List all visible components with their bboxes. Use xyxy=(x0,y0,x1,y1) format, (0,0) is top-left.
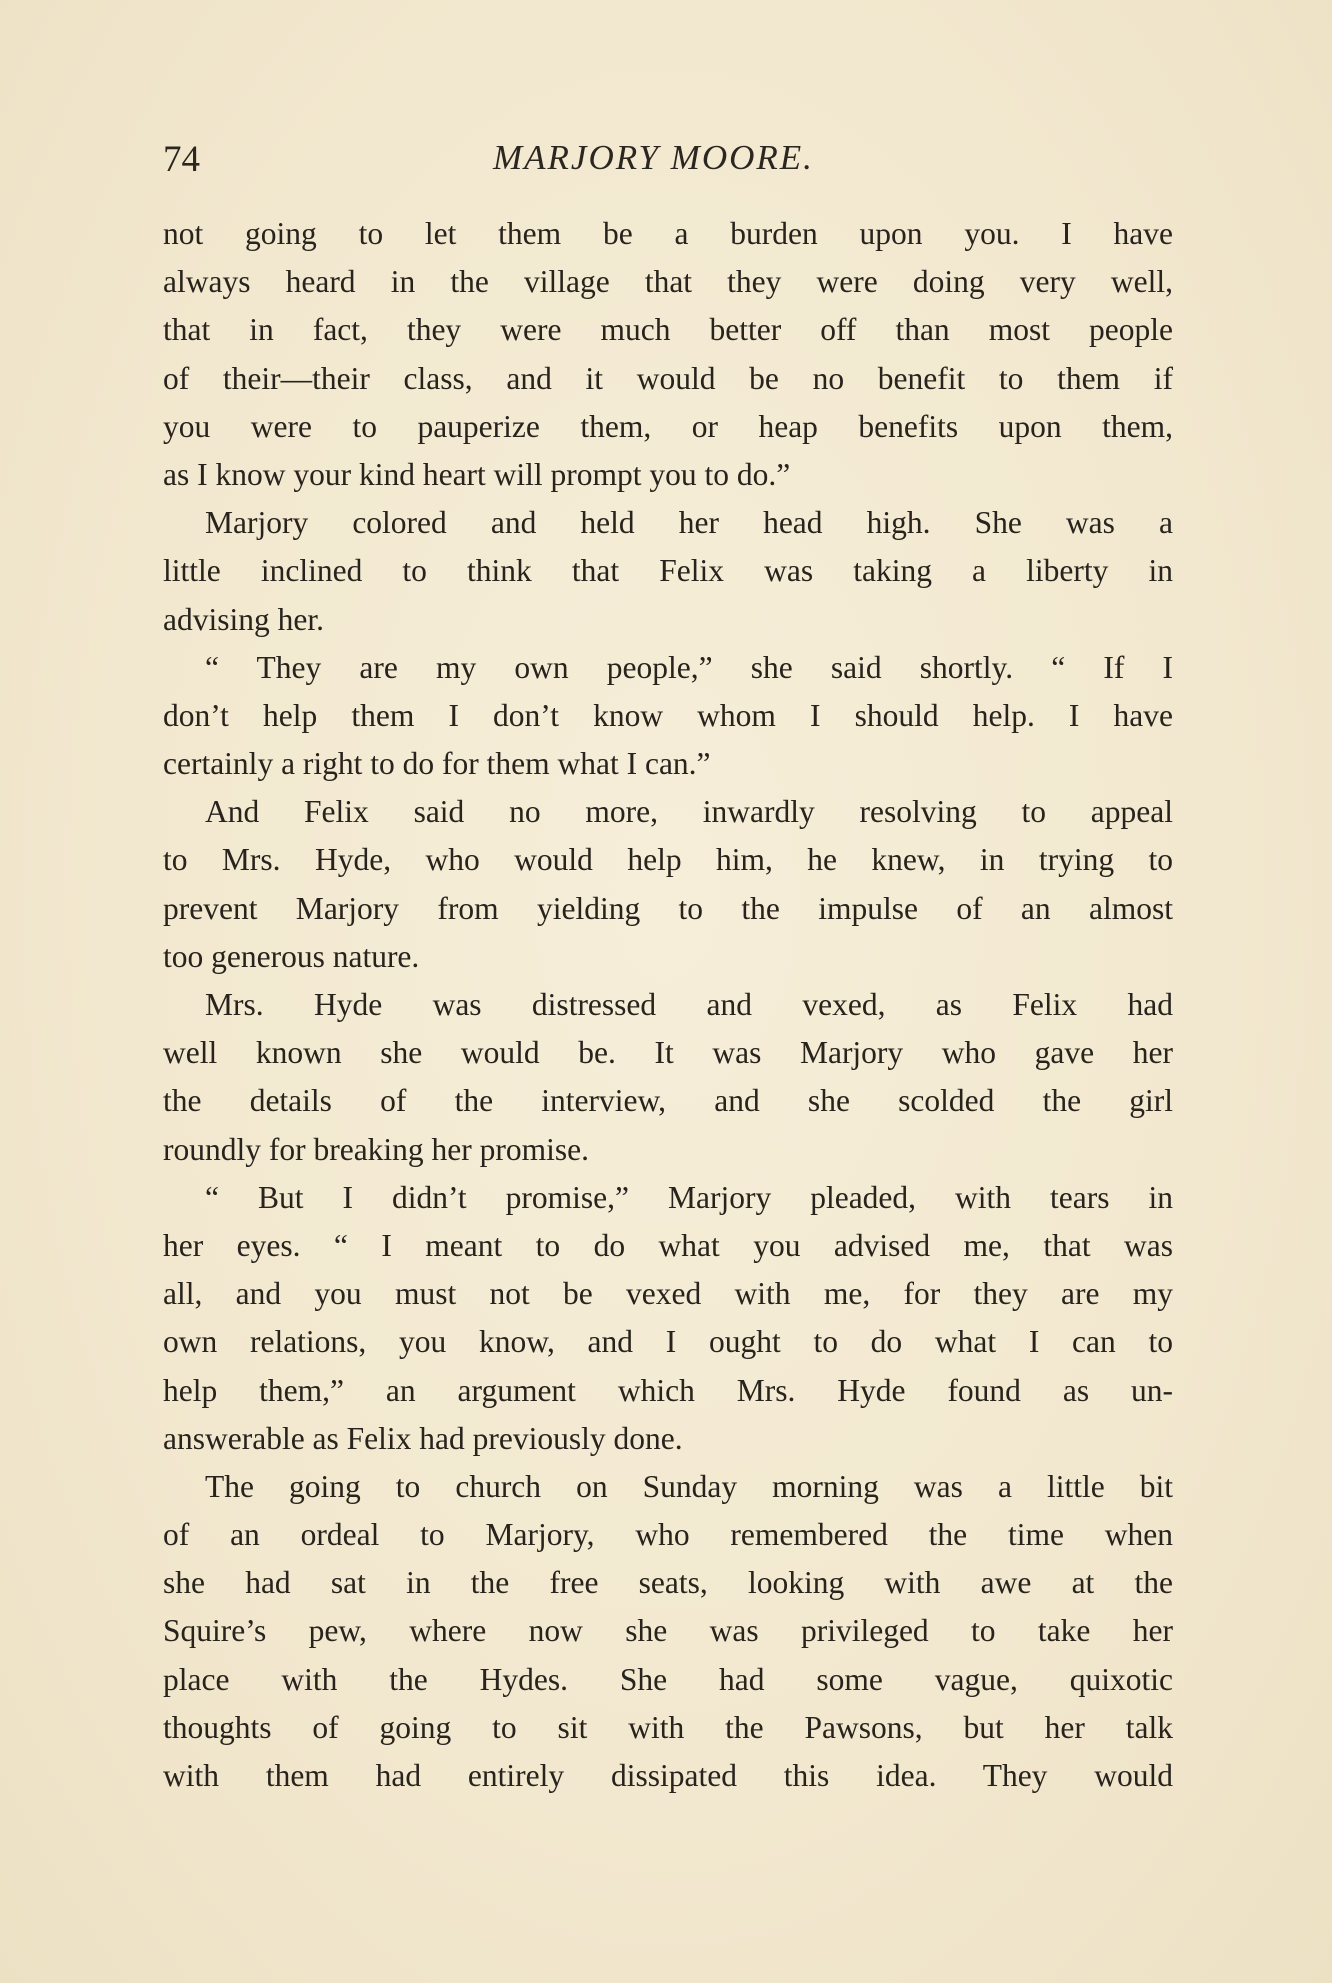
text-line: always heard in the village that they were doing very well, xyxy=(163,264,1173,300)
text-line: help them,” an argument which Mrs. Hyde found as un- xyxy=(163,1372,1173,1408)
text-line: The going to church on Sunday morning was a little bit xyxy=(205,1468,1173,1504)
running-title: MARJORY MOORE. xyxy=(493,138,814,177)
text-line: certainly a right to do for them what I can.” xyxy=(163,746,711,782)
text-line: Marjory colored and held her head high. She was a xyxy=(205,505,1173,541)
text-line: too generous nature. xyxy=(163,938,420,974)
text-line: “ They are my own people,” she said shortly. “ If I xyxy=(205,649,1173,685)
text-line: the details of the interview, and she scolded the girl xyxy=(163,1083,1173,1119)
text-line: her eyes. “ I meant to do what you advised me, that was xyxy=(163,1227,1173,1263)
text-line: to Mrs. Hyde, who would help him, he knew, in trying to xyxy=(163,842,1173,878)
text-line: she had sat in the free seats, looking with awe at the xyxy=(163,1565,1173,1601)
text-line: of their—their class, and it would be no benefit to them if xyxy=(163,360,1173,396)
text-line: place with the Hydes. She had some vague, quixotic xyxy=(163,1661,1173,1697)
text-line: all, and you must not be vexed with me, for they are my xyxy=(163,1276,1173,1312)
text-line: not going to let them be a burden upon you. I have xyxy=(163,216,1173,251)
text-line: Mrs. Hyde was distressed and vexed, as Felix had xyxy=(205,987,1173,1022)
text-line: that in fact, they were much better off than most people xyxy=(163,312,1173,348)
text-line: as I know your kind heart will prompt you to do.” xyxy=(163,456,791,492)
page-number: 74 xyxy=(163,139,200,180)
text-line: you were to pauperize them, or heap benefits upon them, xyxy=(163,408,1173,444)
text-line: answerable as Felix had previously done. xyxy=(163,1420,683,1456)
text-line: prevent Marjory from yielding to the impulse of an almost xyxy=(163,890,1173,926)
text-line: roundly for breaking her promise. xyxy=(163,1131,590,1167)
text-line: of an ordeal to Marjory, who remembered the time when xyxy=(163,1517,1173,1553)
text-line: And Felix said no more, inwardly resolving to appeal xyxy=(205,794,1173,830)
text-line: little inclined to think that Felix was taking a liberty in xyxy=(163,553,1173,589)
text-line: advising her. xyxy=(163,601,324,637)
body-text xyxy=(163,210,1173,1800)
text-line: own relations, you know, and I ought to do what I can to xyxy=(163,1324,1173,1360)
text-line: don’t help them I don’t know whom I should help. I have xyxy=(163,697,1173,733)
text-line: well known she would be. It was Marjory who gave her xyxy=(163,1035,1173,1071)
text-line: with them had entirely dissipated this idea. They would xyxy=(163,1758,1173,1793)
text-line: Squire’s pew, where now she was privileged to take her xyxy=(163,1613,1173,1649)
text-line: “ But I didn’t promise,” Marjory pleaded, with tears in xyxy=(205,1179,1173,1215)
text-line: thoughts of going to sit with the Pawsons, but her talk xyxy=(163,1709,1173,1745)
page-header xyxy=(163,138,1173,190)
